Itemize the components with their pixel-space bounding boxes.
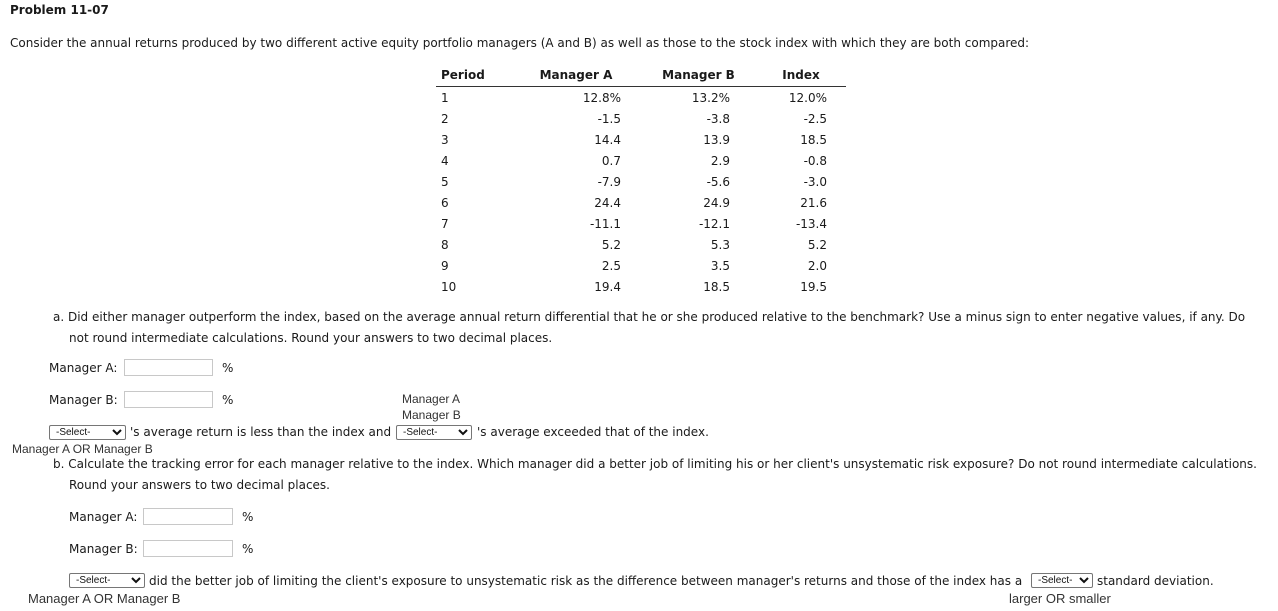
table-row — [436, 87, 846, 109]
table-row — [436, 276, 846, 297]
table-row — [436, 150, 846, 171]
manager-b-cell-value: 13.9 — [703, 133, 730, 147]
period-cell: 2 — [441, 111, 449, 126]
index-cell — [756, 108, 846, 129]
index-cell-value: 21.6 — [800, 196, 827, 210]
index-cell-value: 18.5 — [800, 133, 827, 147]
problem-intro: Consider the annual returns produced by two different active equity portfolio managers (A and B) as well as those to the stock index with which they are both compared: — [10, 36, 1030, 50]
manager-a-cell — [511, 276, 641, 297]
index-cell — [756, 171, 846, 192]
manager-a-cell — [511, 192, 641, 213]
manager-a-cell-value: 2.5 — [601, 259, 621, 273]
part-a-underperformer-select[interactable] — [49, 425, 126, 440]
part-b-manager-b-label: Manager B: — [69, 542, 138, 556]
manager-a-cell — [511, 150, 641, 171]
period-cell: 1 — [441, 90, 449, 105]
part-a-question-line1: a. Did either manager outperform the index, based on the average annual return differential that he or she produced relative to the benchmark? Use a minus sign to enter negative values, if any. Do — [53, 310, 1246, 324]
manager-a-cell — [511, 255, 641, 276]
header-manager-b: Manager B — [641, 64, 756, 87]
index-cell — [756, 234, 846, 255]
part-b-size-select-hint: larger OR smaller — [1009, 591, 1111, 606]
part-a-manager-b-input[interactable] — [124, 391, 213, 408]
part-b-question-line1: b. Calculate the tracking error for each manager relative to the index. Which manager did a better job of limiting his or her client's unsystematic risk exposure? Do not round intermediate calculations. — [53, 457, 1257, 471]
manager-a-cell-value: 14.4 — [594, 133, 621, 147]
index-cell-value: 5.2 — [807, 238, 827, 252]
part-a-manager-a-percent: % — [222, 361, 234, 375]
dropdown-option-hint-2: Manager B — [402, 408, 461, 422]
index-cell-value: 12.0% — [788, 91, 827, 105]
manager-b-cell — [641, 255, 756, 276]
index-cell-value: -3.0 — [803, 175, 827, 189]
part-a-manager-b-label: Manager B: — [49, 393, 118, 407]
dropdown-option-hint-1: Manager A — [402, 392, 461, 406]
manager-b-cell — [641, 171, 756, 192]
index-cell-value: 19.5 — [800, 280, 827, 294]
manager-b-cell — [641, 213, 756, 234]
manager-b-cell-value: 5.3 — [710, 238, 730, 252]
index-cell-value: -13.4 — [795, 217, 827, 231]
manager-b-cell-value: 24.9 — [703, 196, 730, 210]
index-cell-value: -0.8 — [803, 154, 827, 168]
period-cell: 5 — [441, 174, 449, 189]
part-b-sentence-end: standard deviation. — [1097, 574, 1214, 588]
period-cell: 8 — [441, 237, 449, 252]
part-b-question-line2: Round your answers to two decimal places. — [69, 478, 330, 492]
returns-table — [436, 64, 846, 297]
manager-b-cell-value: 18.5 — [703, 280, 730, 294]
part-a-manager-b-percent: % — [222, 393, 234, 407]
manager-b-cell-value: 3.5 — [710, 259, 730, 273]
manager-b-cell — [641, 108, 756, 129]
manager-b-cell-value: 13.2% — [691, 91, 730, 105]
part-b-sentence-mid: did the better job of limiting the client's exposure to unsystematic risk as the difference between manager's returns and those of the index has a — [149, 574, 1023, 588]
part-b-manager-a-label: Manager A: — [69, 510, 138, 524]
manager-b-cell — [641, 87, 756, 109]
part-b-manager-select-hint: Manager A OR Manager B — [28, 591, 181, 606]
manager-a-cell-value: 24.4 — [594, 196, 621, 210]
manager-b-cell — [641, 192, 756, 213]
index-cell — [756, 276, 846, 297]
manager-b-cell-value: 2.9 — [710, 154, 730, 168]
table-row — [436, 213, 846, 234]
header-index: Index — [756, 64, 846, 87]
part-a-question-line2: not round intermediate calculations. Round your answers to two decimal places. — [69, 331, 553, 345]
manager-b-cell-value: -3.8 — [706, 112, 730, 126]
period-cell: 4 — [441, 153, 449, 168]
table-row — [436, 255, 846, 276]
part-a-manager-a-label: Manager A: — [49, 361, 118, 375]
period-cell: 6 — [441, 195, 449, 210]
index-cell — [756, 150, 846, 171]
part-b-manager-b-percent: % — [242, 542, 254, 556]
period-cell: 10 — [441, 279, 457, 294]
table-row — [436, 108, 846, 129]
part-a-sentence-end: 's average exceeded that of the index. — [477, 425, 709, 439]
problem-title: Problem 11-07 — [10, 3, 109, 17]
manager-a-cell — [511, 87, 641, 109]
manager-b-cell — [641, 276, 756, 297]
part-a-outperformer-select[interactable] — [396, 425, 472, 440]
manager-a-cell-value: -1.5 — [597, 112, 621, 126]
table-row — [436, 234, 846, 255]
index-cell — [756, 255, 846, 276]
index-cell — [756, 192, 846, 213]
manager-b-cell — [641, 129, 756, 150]
header-manager-a: Manager A — [511, 64, 641, 87]
index-cell — [756, 213, 846, 234]
manager-a-cell — [511, 234, 641, 255]
period-cell: 9 — [441, 258, 449, 273]
index-cell — [756, 87, 846, 109]
part-b-manager-a-input[interactable] — [143, 508, 233, 525]
manager-a-cell-value: 5.2 — [601, 238, 621, 252]
table-row — [436, 171, 846, 192]
part-b-size-select[interactable] — [1031, 573, 1093, 588]
manager-a-cell — [511, 171, 641, 192]
part-a-manager-a-input[interactable] — [124, 359, 213, 376]
manager-b-cell-value: -5.6 — [706, 175, 730, 189]
index-cell-value: 2.0 — [807, 259, 827, 273]
table-row — [436, 129, 846, 150]
manager-a-cell-value: 0.7 — [601, 154, 621, 168]
manager-b-cell — [641, 150, 756, 171]
period-cell: 3 — [441, 132, 449, 147]
manager-b-cell — [641, 234, 756, 255]
part-a-sentence-mid: 's average return is less than the index and — [130, 425, 392, 439]
manager-a-cell-value: -7.9 — [597, 175, 621, 189]
part-b-better-manager-select[interactable] — [69, 573, 145, 588]
manager-a-cell — [511, 213, 641, 234]
manager-a-cell — [511, 108, 641, 129]
header-period: Period — [436, 64, 511, 87]
manager-a-cell-value: -11.1 — [589, 217, 621, 231]
index-cell — [756, 129, 846, 150]
manager-b-cell-value: -12.1 — [698, 217, 730, 231]
period-cell: 7 — [441, 216, 449, 231]
part-b-manager-a-percent: % — [242, 510, 254, 524]
index-cell-value: -2.5 — [803, 112, 827, 126]
table-row — [436, 192, 846, 213]
manager-a-cell — [511, 129, 641, 150]
manager-a-cell-value: 19.4 — [594, 280, 621, 294]
table-header-row — [436, 64, 846, 87]
part-a-select-hint: Manager A OR Manager B — [12, 442, 153, 456]
manager-a-cell-value: 12.8% — [582, 91, 621, 105]
part-b-manager-b-input[interactable] — [143, 540, 233, 557]
